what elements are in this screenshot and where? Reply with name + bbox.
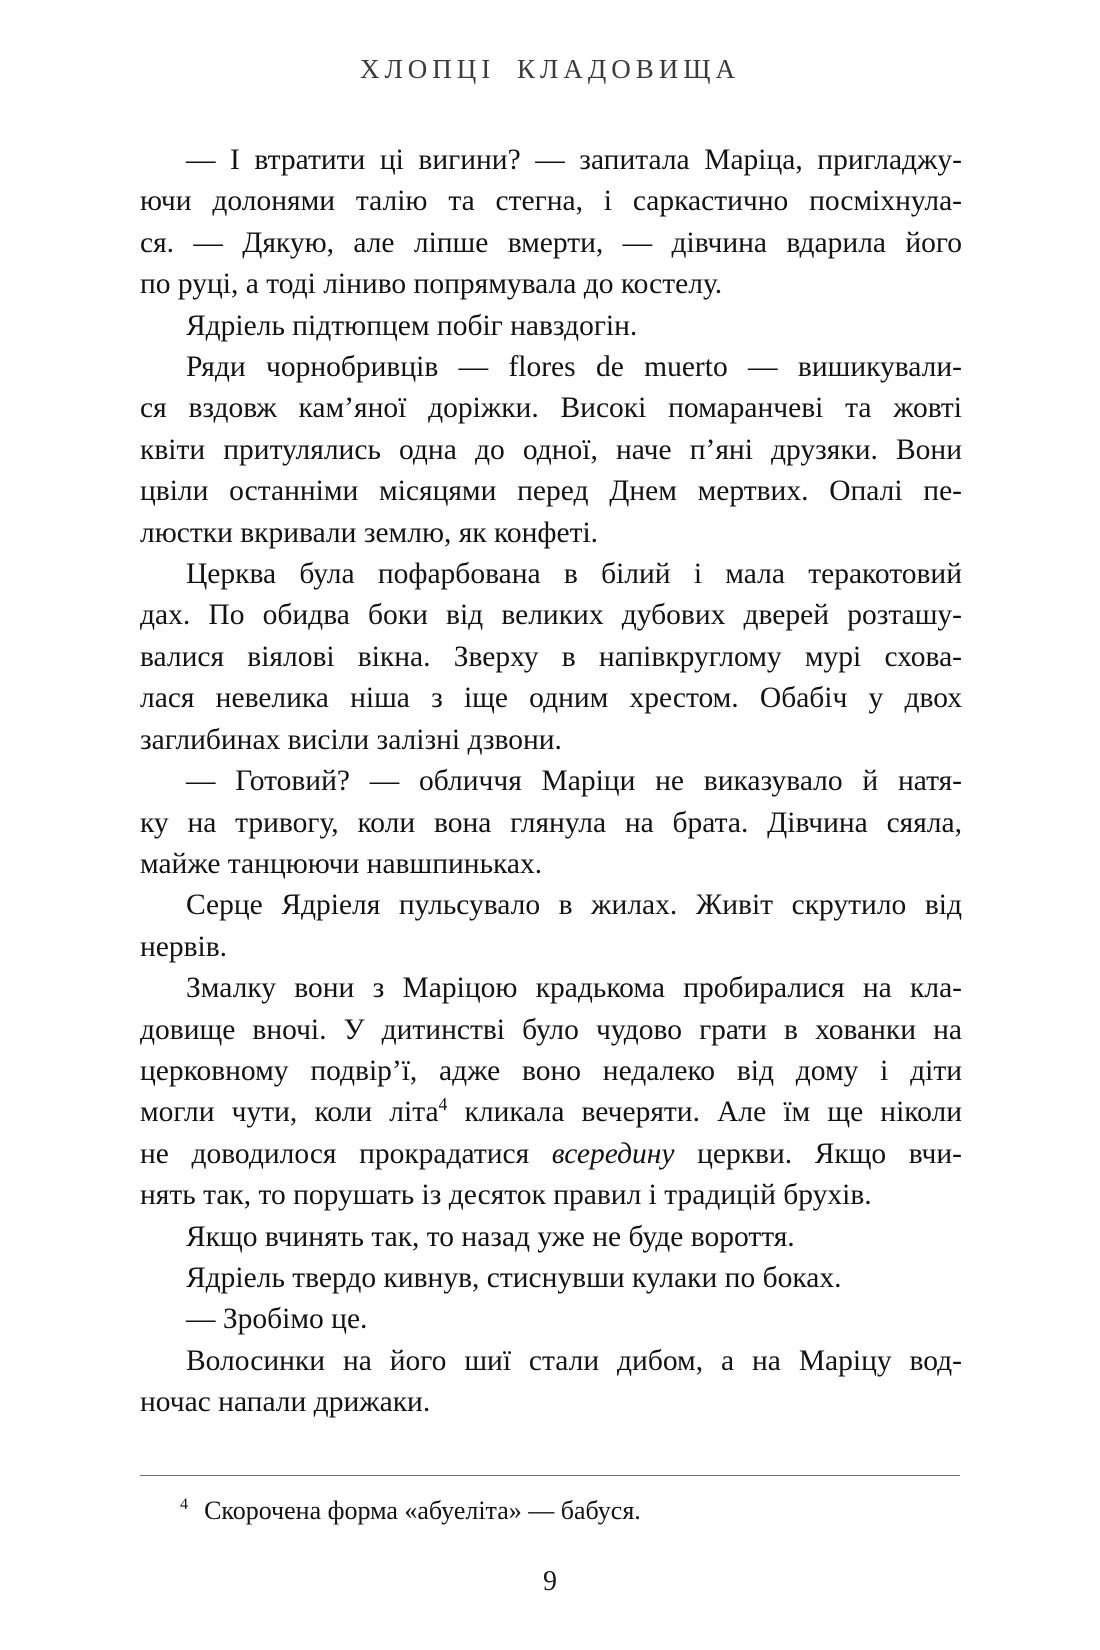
text-line: Волосинки на його шиї стали дибом, а на Маріцу вод- <box>186 1344 962 1377</box>
text-line: ку на тривогу, коли вона глянула на брата. Дівчина сяяла, <box>140 806 962 839</box>
footnote-divider <box>140 1475 960 1476</box>
text-line: по руці, а тоді ліниво попрямувала до костелу. <box>140 268 723 301</box>
text-line: Змалку вони з Маріцою крадькома пробиралися на кла- <box>186 972 962 1005</box>
footnote-text: Скорочена форма «абуеліта» — бабуся. <box>204 1496 641 1525</box>
text-line: нервів. <box>140 930 228 963</box>
text-line: Серце Ядріеля пульсувало в жилах. Живіт скрутило від <box>186 889 962 922</box>
paragraph <box>140 761 962 885</box>
paragraph <box>140 1217 962 1258</box>
paragraph <box>140 968 962 1216</box>
text-line: Ядріель твердо кивнув, стиснувши кулаки по боках. <box>186 1261 842 1294</box>
text-line: Церква була пофарбована в білий і мала теракотовий <box>186 558 962 591</box>
text-line: ся. — Дякую, але ліпше вмерти, — дівчина вдарила його <box>140 226 962 259</box>
text-line: ночас напали дрижаки. <box>140 1386 431 1419</box>
paragraph <box>140 347 962 554</box>
footnote <box>140 1494 962 1528</box>
text-line: люстки вкривали землю, як конфеті. <box>140 516 599 549</box>
text-line: Ядріель підтюпцем побіг навздогін. <box>186 309 638 342</box>
paragraph <box>140 1258 962 1299</box>
paragraph <box>140 306 962 347</box>
paragraph <box>140 554 962 761</box>
text-line: Якщо вчинять так, то назад уже не буде вороття. <box>186 1220 795 1253</box>
paragraph <box>140 1299 962 1340</box>
text-line: валися віялові вікна. Зверху в напівкруглому мурі схова- <box>140 640 962 673</box>
text-line: квіти притулялись одна до одної, наче п’яні друзяки. Вони <box>140 433 962 466</box>
text-line: дах. По обидва боки від великих дубових дверей розташу- <box>140 599 962 632</box>
text-line: могли чути, коли літа$^4$ кликала вечеряти. Але їм ще ніколи <box>140 1094 962 1129</box>
paragraph <box>140 1341 962 1424</box>
body-text <box>140 140 962 1424</box>
text-line: цвіли останніми місяцями перед Днем мертвих. Опалі пе- <box>140 475 962 508</box>
page-number: 9 <box>543 1566 557 1597</box>
text-line: церковному подвір’ї, адже воно недалеко від дому і діти <box>140 1054 962 1087</box>
text-line: ся вздовж кам’яної доріжки. Високі помаранчеві та жовті <box>140 392 962 425</box>
text-line: лася невелика ніша з іще одним хрестом. Обабіч у двох <box>140 682 962 715</box>
text-line: довище вночі. У дитинстві було чудово грати в хованки на <box>140 1013 962 1046</box>
text-line: Ряди чорнобривців — flores de muerto — вишикували- <box>186 351 962 384</box>
text-line: ючи долонями талію та стегна, і саркастично посміхнула- <box>140 185 962 218</box>
text-line: нять так, то порушать із десяток правил і традицій брухів. <box>140 1179 872 1212</box>
paragraph <box>140 140 962 306</box>
text-line: — Зробімо це. <box>186 1303 368 1336</box>
running-head: ХЛОПЦІ КЛАДОВИЩА <box>359 54 741 84</box>
text-line: не доводилося прокрадатися всередину церкви. Якщо вчи- <box>140 1137 962 1170</box>
text-line: майже танцюючи навшпиньках. <box>140 847 543 880</box>
text-line: заглибинах висіли залізні дзвони. <box>140 723 562 756</box>
footnote-marker: 4 <box>180 1496 189 1514</box>
text-line: — І втратити ці вигини? — запитала Маріца, пригладжу- <box>186 144 962 176</box>
paragraph <box>140 885 962 968</box>
text-line: — Готовий? — обличчя Маріци не виказувало й натя- <box>186 765 962 798</box>
